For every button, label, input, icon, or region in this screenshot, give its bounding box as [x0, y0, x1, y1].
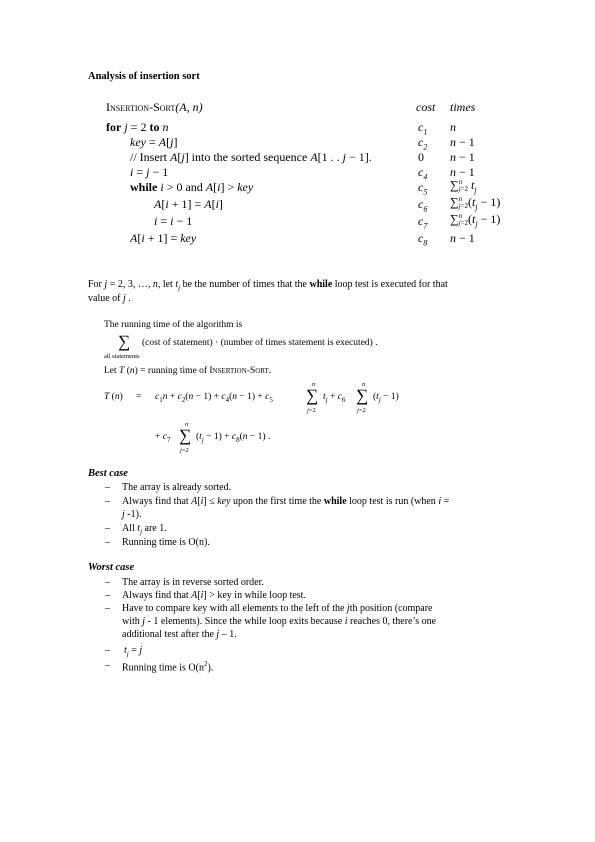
bullet-dash: –: [105, 645, 110, 656]
summation-symbol: ∑: [118, 332, 131, 351]
bullet-dash: –: [105, 537, 110, 548]
best-case-heading: Best case: [88, 468, 128, 479]
cost-header: cost: [416, 100, 436, 114]
equation-equals: =: [136, 392, 142, 402]
best-item-2: Always find that A[i] ≤ key upon the first time the while loop test is run (when i =: [122, 496, 450, 507]
algo-line-2: key = A[j]: [130, 135, 178, 149]
summation-text: (cost of statement) · (number of times statement is executed) .: [142, 338, 378, 348]
cost-1: $c_1$: [418, 120, 428, 137]
equation-rhs-2b: $(t_j - 1) + c_8(n - 1)$ .: [196, 432, 271, 444]
bullet-dash: –: [105, 590, 110, 601]
sum-sign-3: ∑: [179, 426, 192, 445]
best-item-1: The array is already sorted.: [122, 482, 232, 493]
bullet-dash: –: [105, 496, 110, 507]
cost-3: 0: [418, 150, 424, 164]
equation-rhs-1: $c_1n + c_2(n - 1) + c_4(n - 1) + c_5$: [155, 392, 273, 404]
sum-upper-2: n: [362, 381, 366, 388]
times-header: times: [450, 100, 476, 114]
equation-line-1: T (n): [104, 392, 123, 402]
let-line: Let T (n) = running time of Insertion-Sort.: [104, 366, 272, 376]
running-intro: The running time of the algorithm is: [104, 320, 243, 330]
algo-line-7: i = i − 1: [154, 214, 193, 228]
worst-item-3: Have to compare key with all elements to the left of the jth position (compare: [122, 603, 433, 614]
best-item-3: All $t_j$ are 1.: [122, 523, 167, 536]
times-7: ∑n $j=2(t_j - 1)$: [450, 212, 501, 229]
cost-5: $c_5$: [418, 180, 428, 197]
equation-rhs-1c: $(t_j - 1)$: [373, 392, 399, 404]
times-1: n: [450, 120, 456, 134]
bullet-dash: –: [105, 660, 110, 671]
cost-4: $c_4$: [418, 165, 428, 182]
bullet-dash: –: [105, 482, 110, 493]
best-item-4: Running time is O(n).: [122, 537, 210, 548]
times-8: n − 1: [450, 231, 475, 245]
times-2: n − 1: [450, 135, 475, 149]
sum-lower-1: j=2: [307, 407, 316, 414]
worst-case-heading: Worst case: [88, 562, 135, 573]
times-3: n − 1: [450, 150, 475, 164]
cost-8: $c_8$: [418, 231, 428, 248]
sum-upper-3: n: [185, 421, 189, 428]
worst-item-5: Running time is $O(n^2)$.: [122, 660, 214, 674]
algo-line-3: // Insert A[j] into the sorted sequence A[1 . . j − 1].: [130, 150, 372, 164]
worst-item-1: The array is in reverse sorted order.: [122, 577, 264, 588]
sum-upper-1: n: [312, 381, 316, 388]
algo-line-1: for j = 2 to n: [106, 120, 169, 134]
equation-rhs-1b: $t_j + c_6$: [323, 392, 346, 404]
cost-7: $c_7$: [418, 214, 428, 231]
best-item-2-cont: j -1).: [122, 509, 142, 520]
algo-line-8: A[i + 1] = key: [130, 231, 197, 245]
times-5: ∑n j=2 $t_j$: [450, 178, 477, 195]
sum-sign-2: ∑: [356, 386, 369, 405]
page-title: Analysis of insertion sort: [88, 71, 200, 82]
times-4: n − 1: [450, 165, 475, 179]
worst-item-4: $t_j = j$: [124, 645, 143, 658]
worst-item-3-cont2: additional test after the j – 1.: [122, 629, 237, 640]
sum-lower-2: j=2: [357, 407, 366, 414]
sum-lower-3: j=2: [180, 447, 189, 454]
algo-header: Insertion-Sort(A, n): [106, 100, 203, 114]
paragraph-line-2: value of j .: [88, 293, 131, 304]
summation-subscript: all statements: [104, 353, 140, 360]
cost-2: $c_2$: [418, 135, 428, 152]
bullet-dash: –: [105, 523, 110, 534]
bullet-dash: –: [105, 603, 110, 614]
algo-line-6: A[i + 1] = A[i]: [154, 197, 223, 211]
worst-item-3-cont1: with j - 1 elements). Since the while loop exits because i reaches 0, there’s one: [122, 616, 437, 627]
paragraph-line-1: For j = 2, 3, …, n, let $t_j$ be the number of times that the while loop test is executed for that: [88, 279, 448, 292]
algo-line-4: i = j − 1: [130, 165, 169, 179]
algo-line-5: while i > 0 and A[i] > key: [130, 180, 254, 194]
times-6: ∑n $j=2(t_j - 1)$: [450, 195, 501, 212]
worst-item-2: Always find that A[i] > key in while loop test.: [122, 590, 306, 601]
sum-sign-1: ∑: [306, 386, 319, 405]
bullet-dash: –: [105, 577, 110, 588]
equation-rhs-2: + $c_7$: [155, 432, 171, 444]
cost-6: $c_6$: [418, 197, 428, 214]
